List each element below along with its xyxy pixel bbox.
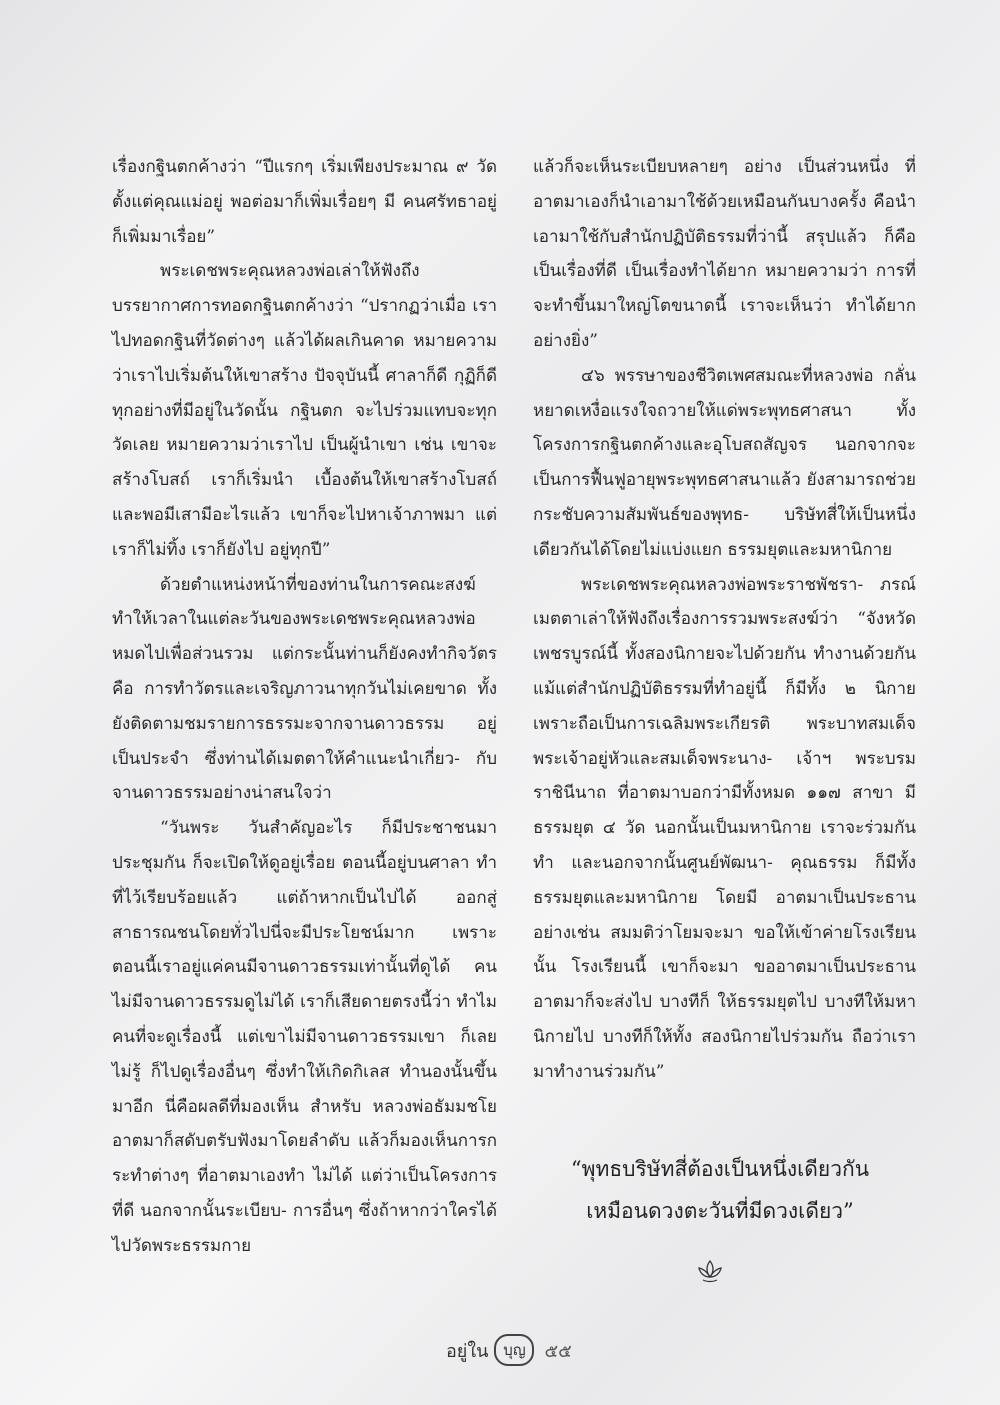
left-column [112,150,497,1264]
lotus-icon [695,1258,725,1284]
footer [446,1330,572,1370]
paragraph: เรื่องกฐินตกค้างว่า “ปีแรกๆ เริ่มเพียงประมาณ ๙ วัด ตั้งแต่คุณแม่อยู่ พอต่อมาก็เพิ่มเรื่อยๆ มี คนศรัทธาอยู่ก็เพิ่มมาเรื่อย” [112,157,497,247]
brand-logo-badge: บุญ [494,1334,534,1366]
right-column [533,150,916,1090]
paragraph: ๔๖ พรรษาของชีวิตเพศสมณะที่หลวงพ่อ กลั่นหยาดเหงื่อแรงใจถวายให้แด่พระพุทธศาสนา ทั้งโครงการกฐินตกค้างและอุโบสถสัญจร นอกจากจะเป็นการฟื้นฟูอายุพระพุทธศาสนาแล้ว ยังสามารถช่วยกระชับความสัมพันธ์ของพุทธ- บริษัทสี่ให้เป็นหนึ่งเดียวกันได้โดยไม่แบ่งแยก ธรรมยุตและมหานิกาย [533,365,916,560]
page-number: ๕๕ [544,1340,572,1362]
paragraph: พระเดชพระคุณหลวงพ่อพระราชพัชรา- ภรณ์เมตตาเล่าให้ฟังถึงเรื่องการรวมพระสงฆ์ว่า “จังหวัดเพชรบูรณ์นี้ ทั้งสองนิกายจะไปด้วยกัน ทำงานด้วยกัน แม้แต่สำนักปฏิบัติธรรมที่ทำอยู่นี้ ก็มีทั้ง ๒ นิกาย เพราะถือเป็นการเฉลิมพระเกียรติ พระบาทสมเด็จพระเจ้าอยู่หัวและสมเด็จพระนาง- เจ้าฯ พระบรมราชินีนาถ ที่อาตมาบอกว่ามีทั้งหมด ๑๑๗ สาขา มีธรรมยุต ๔ วัด นอกนั้นเป็นมหานิกาย เราจะร่วมกันทำ และนอกจากนั้นศูนย์พัฒนา- คุณธรรม ก็มีทั้งธรรมยุตและมหานิกาย โดยมี อาตมาเป็นประธาน อย่างเช่น สมมติว่าโยมจะมา ขอให้เข้าค่ายโรงเรียนนั้น โรงเรียนนี้ เขาก็จะมา ขออาตมาเป็นประธาน อาตมาก็จะส่งไป บางทีก็ ให้ธรรมยุตไป บางทีให้มหานิกายไป บางทีก็ให้ทั้ง สองนิกายไปร่วมกัน ถือว่าเรามาทำงานร่วมกัน” [533,574,916,1082]
paragraph: แล้วก็จะเห็นระเบียบหลายๆ อย่าง เป็นส่วนหนึ่ง ที่อาตมาเองก็นำเอามาใช้ด้วยเหมือนกันบางครั้ง คือนำเอามาใช้กับสำนักปฏิบัติธรรมที่ว่านี้ สรุปแล้ว ก็คือเป็นเรื่องที่ดี เป็นเรื่องทำได้ยาก หมายความว่า การที่จะทำขึ้นมาใหญ่โตขนาดนี้ เราจะเห็นว่า ทำได้ยากอย่างยิ่ง” [533,157,916,351]
paragraph: ด้วยตำแหน่งหน้าที่ของท่านในการคณะสงฆ์ ทำให้เวลาในแต่ละวันของพระเดชพระคุณหลวงพ่อ หมดไปเพื่อส่วนรวม แต่กระนั้นท่านก็ยังคงทำกิจวัตร คือ การทำวัตรและเจริญภาวนาทุกวันไม่เคยขาด ทั้งยังติดตามชมรายการธรรมะจากจานดาวธรรม อยู่เป็นประจำ ซึ่งท่านได้เมตตาให้คำแนะนำเกี่ยว- กับจานดาวธรรมอย่างน่าสนใจว่า [112,574,497,804]
brand-logo-text: อยู่ใน [446,1340,489,1362]
pull-quote-line-1: “พุทธบริษัทสี่ต้องเป็นหนึ่งเดียวกัน [570,1157,870,1181]
paragraph: พระเดชพระคุณหลวงพ่อเล่าให้ฟังถึง บรรยากาศการทอดกฐินตกค้างว่า “ปรากฏว่าเมื่อ เราไปทอดกฐินที่วัดต่างๆ แล้วได้ผลเกินคาด หมายความว่าเราไปเริ่มต้นให้เขาสร้าง ปัจจุบันนี้ ศาลาก็ดี กุฏิก็ดี ทุกอย่างที่มีอยู่ในวัดนั้น กฐินตก จะไปร่วมแทบจะทุกวัดเลย หมายความว่าเราไป เป็นผู้นำเขา เช่น เขาจะสร้างโบสถ์ เราก็เริ่มนำ เบื้องต้นให้เขาสร้างโบสถ์ และพอมีเสามีอะไรแล้ว เขาก็จะไปหาเจ้าภาพมา แต่เราก็ไม่ทิ้ง เราก็ยังไป อยู่ทุกปี” [112,261,497,560]
pull-quote-line-2: เหมือนดวงตะวันที่มีดวงเดียว” [586,1199,854,1223]
pull-quote [520,1148,920,1232]
paragraph: “วันพระ วันสำคัญอะไร ก็มีประชาชนมา ประชุมกัน ก็จะเปิดให้ดูอยู่เรื่อย ตอนนี้อยู่บนศาลา ทำที่ไว้เรียบร้อยแล้ว แต่ถ้าหากเป็นไปได้ ออกสู่ สาธารณชนโดยทั่วไปนี่จะมีประโยชน์มาก เพราะ ตอนนี้เราอยู่แค่คนมีจานดาวธรรมเท่านั้นที่ดูได้ คนไม่มีจานดาวธรรมดูไม่ได้ เราก็เสียดายตรงนี้ว่า ทำไมคนที่จะดูเรื่องนี้ แต่เขาไม่มีจานดาวธรรมเขา ก็เลยไม่รู้ ก็ไปดูเรื่องอื่นๆ ซึ่งทำให้เกิดกิเลส ทำนองนั้นขึ้นมาอีก นี่คือผลดีที่มองเห็น สำหรับ หลวงพ่อธัมมชโย อาตมาก็สดับตรับฟังมาโดยลำดับ แล้วก็มองเห็นการกระทำต่างๆ ที่อาตมาเองทำ ไม่ได้ แต่ว่าเป็นโครงการที่ดี นอกจากนั้นระเบียบ- การอื่นๆ ซึ่งถ้าหากว่าใครได้ไปวัดพระธรรมกาย [112,818,497,1256]
